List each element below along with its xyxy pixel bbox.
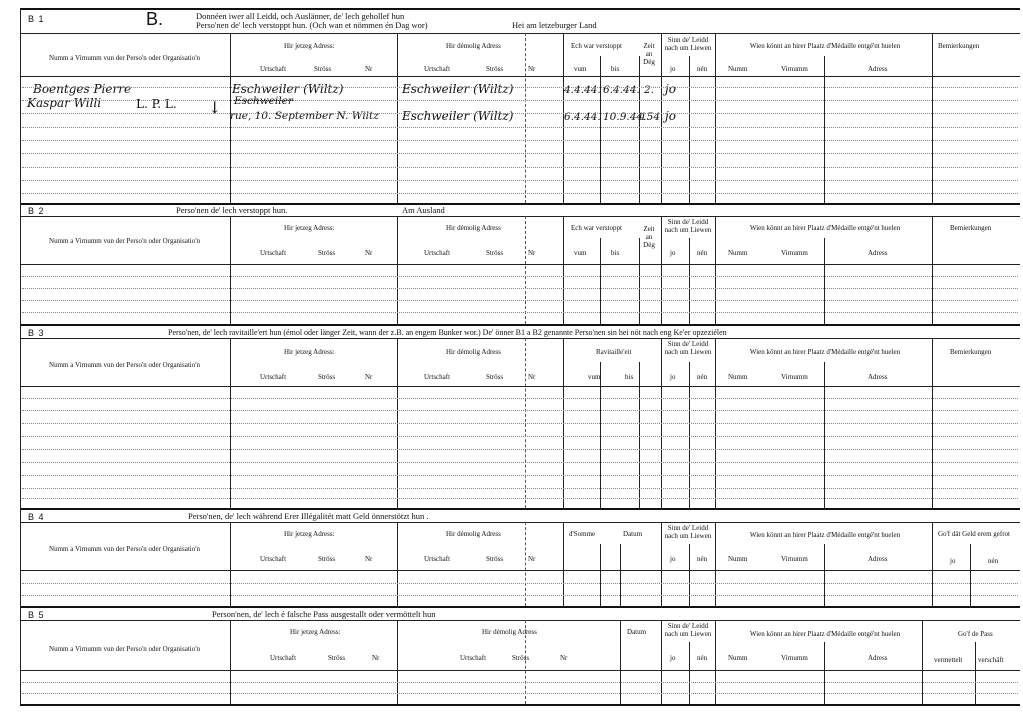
row-rule [22,410,1018,411]
b3-m-first: Virnumm [781,373,808,381]
b5-locality: Urtschaft [270,654,297,662]
b4-street: Ströss [318,555,336,563]
b3-former-street: Ströss [486,373,504,381]
b2-street: Ströss [318,249,336,257]
column-rule [715,216,716,324]
b5-former-nr: Nr [560,654,568,662]
b4-jo: jo [670,555,676,563]
b4-datum: Datum [623,530,643,538]
b4-title: Perso'nen, de' lech während Erer Illégalitét matt Geld önnerstötzt hun . [188,511,429,521]
b3-ravitailleiert: Ravitaille'eit [596,348,632,356]
b1-row2-name: Kaspar Willi [27,96,102,110]
row-rule [22,100,1018,101]
subcolumn-rule [639,362,640,508]
column-rule [715,33,716,203]
b4-former-nr: Nr [528,555,536,563]
b3-street: Ströss [318,373,336,381]
b1-row1-from: 4.4.44. [564,84,601,96]
b1-row2-from: 6.4.44. [564,111,601,123]
b4-header-bottom [20,570,1020,571]
b1-to: bis [611,65,620,73]
column-rule [563,522,564,606]
b2-time-header: Zeit an Dég [643,225,655,249]
b3-label: B 3 [28,328,45,338]
b1-current-addr-header: Hir jetzeg Adress: [284,42,335,50]
row-rule [22,87,1018,88]
b2-name-header: Numm a Virnumm vun der Perso'n oder Organisatio'n [49,237,200,245]
dashed-column-rule [525,620,526,704]
b5-m-name: Numm [728,654,748,662]
b5-bottom-rule [20,704,1020,706]
b1-title-line1: Donnéen iwer all Leidd, och Auslänner, de' lech gehollef hun [196,11,405,21]
b1-label: B 1 [28,14,45,24]
row-rule [22,140,1018,141]
b3-former-locality: Urtschaft [424,373,451,381]
column-rule [661,216,662,324]
b4-m-name: Numm [728,555,748,563]
column-rule [397,522,398,606]
row-rule [22,312,1018,313]
b1-medal-header: Wien könnt an hirer Plaatz d'Médaille entgé'nt huelen [749,42,901,50]
b3-header-bottom [20,386,1020,387]
column-rule [397,216,398,324]
b5-gof-header: Go'f de Pass [958,630,993,638]
row-rule [22,449,1018,450]
row-rule [22,127,1018,128]
b4-m-first: Virnumm [781,555,808,563]
b3-bottom-rule [20,508,1020,510]
subcolumn-rule [975,642,976,704]
b3-former-nr: Nr [528,373,536,381]
b2-nr: Nr [365,249,373,257]
b1-former-addr-header: Hir démolig Adress [446,42,501,50]
b3-locality: Urtschaft [260,373,287,381]
b1-name-header: Numm a Virnumm vun der Perso'n oder Organisatio'n [49,54,200,62]
column-rule [932,216,933,324]
subcolumn-rule [824,544,825,606]
row-rule [22,488,1018,489]
b4-former-street: Ströss [486,555,504,563]
b3-current-addr-header: Hir jetzeg Adress: [284,348,335,356]
subcolumn-rule [600,544,601,606]
b5-former-addr-header: Hir démolig Adress [482,628,537,636]
b5-vermettelt: vermettelt [934,656,963,664]
b3-m-name: Numm [728,373,748,381]
row-rule [22,288,1018,289]
b2-former-addr-header: Hir démolig Adress [446,224,501,232]
row-rule [22,682,1018,683]
b3-nr: Nr [365,373,373,381]
b3-m-addr: Adress [868,373,888,381]
b2-current-addr-header: Hir jetzeg Adress: [284,224,335,232]
b4-gof-jo: jo [950,557,956,565]
b3-header-top [20,338,1020,339]
b1-time-header: Zeit an Dég [643,42,655,66]
column-rule [661,620,662,704]
b4-somme: d'Somme [569,530,596,538]
b1-top-rule [20,8,1020,10]
b5-m-first: Virnumm [781,654,808,662]
column-rule [230,620,231,704]
b2-to: bis [611,249,620,257]
subcolumn-rule [689,642,690,704]
b2-from: vum [574,249,587,257]
b2-former-locality: Urtschaft [424,249,451,257]
b4-medal-header: Wien könnt an hirer Plaatz d'Médaille entgé'nt huelen [749,531,901,539]
subcolumn-rule [689,544,690,606]
column-rule [932,522,933,606]
b5-title: Person'nen, de' lech é falsche Pass ausgestallt oder vermöttelt hun [212,609,436,619]
b4-former-addr-header: Hir démolig Adress [446,530,501,538]
subcolumn-rule [620,544,621,606]
b1-from: vum [574,65,587,73]
b1-header-bottom [20,76,1020,77]
b4-gof-nen: nén [988,557,999,565]
row-rule [22,193,1018,194]
row-rule [22,595,1018,596]
b1-sinn-header: Sinn de' Leidd nach um Liewen [664,36,712,52]
b4-current-addr-header: Hir jetzeg Adress: [284,530,335,538]
b1-arrow: ↓ [208,98,222,117]
row-rule [22,583,1018,584]
b2-hidden-header: Ech war verstoppt [571,224,622,232]
b1-nen: nén [697,65,708,73]
b2-locality: Urtschaft [260,249,287,257]
row-rule [22,276,1018,277]
b1-hidden-header: Ech war verstoppt [571,42,622,50]
b5-label: B 5 [28,610,45,620]
b2-nen: nén [697,249,708,257]
column-rule [563,216,564,324]
b1-title-line3: Hei am letzeburger Land [512,20,597,30]
b1-locality: Urtschaft [260,65,287,73]
b3-to: bis [625,373,634,381]
b4-sinn-header: Sinn de' Leidd nach um Liewen [664,524,712,540]
b4-nr: Nr [365,555,373,563]
b4-locality: Urtschaft [260,555,287,563]
b5-medal-header: Wien könnt an hirer Plaatz d'Médaille entgé'nt huelen [749,630,901,638]
b1-former-nr: Nr [528,65,536,73]
b3-title: Perso'nen, de' lech ravitaille'ert hun (émol oder länger Zeit, wann der z.B. an engem Bunker wor.) De' önner B1 a B2 genannte Perso'nen sin hei nöt nach eng Ke'er opzeziélen [168,328,727,337]
form-left-edge [20,8,21,705]
b2-sinn-header: Sinn de' Leidd nach um Liewen [664,218,712,234]
b2-remarks-header: Bemierkungen [950,224,992,232]
row-rule [22,167,1018,168]
b5-sinn-header: Sinn de' Leidd nach um Liewen [664,622,712,638]
form-letter: B. [146,9,164,29]
b5-street: Ströss [328,654,346,662]
column-rule [620,620,621,704]
b1-row1-current: Eschweiler (Wiltz) [232,82,344,96]
b2-header-top [20,216,1020,217]
b1-m-first: Virnumm [781,65,808,73]
column-rule [563,33,564,203]
dashed-column-rule [525,216,526,324]
b1-row2-current: rue, 10. September N. Wiltz [230,110,379,122]
b5-m-addr: Adress [868,654,888,662]
b4-label: B 4 [28,512,45,522]
subcolumn-rule [824,362,825,508]
subcolumn-rule [689,362,690,508]
b3-sinn-header: Sinn de' Leidd nach um Liewen [664,340,712,356]
b1-row1-jo: jo [665,82,676,96]
b3-remarks-header: Bemierkungen [950,348,992,356]
b4-header-top [20,522,1020,523]
b1-row2-days: 154. [640,111,664,123]
column-rule [230,522,231,606]
b1-nr: Nr [365,65,373,73]
b2-m-first: Virnumm [781,249,808,257]
b2-former-street: Ströss [486,249,504,257]
column-rule [715,522,716,606]
b4-m-addr: Adress [868,555,888,563]
b2-label: B 2 [28,206,45,216]
row-rule [22,300,1018,301]
subcolumn-rule [824,642,825,704]
b1-header-top [20,33,1020,34]
dashed-column-rule [525,522,526,606]
b3-medal-header: Wien könnt an hirer Plaatz d'Médaille entgé'nt huelen [749,348,901,356]
column-rule [661,33,662,203]
b1-row2-former: Eschweiler (Wiltz) [402,109,514,123]
b5-verschafft: verschäft [978,656,1004,664]
b1-row1-to: 6.4.44. [603,84,640,96]
b5-former-street: Ströss [512,654,530,662]
b1-jo: jo [670,65,676,73]
b2-medal-header: Wien könnt an hirer Plaatz d'Médaille entgé'nt huelen [749,224,901,232]
b5-former-locality: Urtschaft [460,654,487,662]
b5-header-top [20,620,1020,621]
b5-name-header: Numm a Virnumm vun der Perso'n oder Organisatio'n [49,645,200,653]
b4-gof-header: Go'f dät Geld erem gefrot [937,530,1010,538]
b1-street: Ströss [314,65,332,73]
b5-current-addr-header: Hir jetzeg Adress: [290,628,341,636]
b2-m-addr: Adress [868,249,888,257]
b2-jo: jo [670,249,676,257]
b1-bottom-rule [20,203,1020,205]
b2-header-bottom [20,264,1020,265]
row-rule [22,153,1018,154]
b1-row2-to: 10.9.44. [603,111,647,123]
column-rule [922,620,923,704]
row-rule [22,180,1018,181]
column-rule [715,620,716,704]
b4-nen: nén [697,555,708,563]
b1-m-addr: Adress [868,65,888,73]
subcolumn-rule [600,362,601,508]
b4-bottom-rule [20,606,1020,608]
row-rule [22,423,1018,424]
b3-name-header: Numm a Virnumm vun der Perso'n oder Organisatio'n [49,361,200,369]
b1-title-line2: Perso'nen de' lech verstoppt hun. (Och wan et nömmen én Dag wor) [196,20,428,30]
b1-remarks-header: Bemierkungen [938,42,980,50]
row-rule [22,113,1018,114]
b1-m-name: Numm [728,65,748,73]
b4-former-locality: Urtschaft [424,555,451,563]
row-rule [22,436,1018,437]
column-rule [397,33,398,203]
b1-row1-name: Boentges Pierre [33,82,132,96]
column-rule [397,620,398,704]
b3-from: vum [588,373,601,381]
b5-jo: jo [670,654,676,662]
b4-name-header: Numm a Virnumm vun der Perso'n oder Organisatio'n [49,545,200,553]
row-rule [22,475,1018,476]
column-rule [661,522,662,606]
b1-row2-jo: jo [665,109,676,123]
b3-jo: jo [670,373,676,381]
b1-row1-current-struck: Eschweiler [234,95,293,107]
b2-former-nr: Nr [528,249,536,257]
b3-former-addr-header: Hir démolig Adress [446,348,501,356]
column-rule [230,33,231,203]
b5-nen: nén [697,654,708,662]
column-rule [230,216,231,324]
row-rule [22,498,1018,499]
b3-nen: nén [697,373,708,381]
b5-datum: Datum [627,628,647,636]
column-rule [932,33,933,203]
row-rule [22,693,1018,694]
b2-title-2: Am Ausland [402,205,445,215]
subcolumn-rule [970,544,971,606]
b2-bottom-rule [20,324,1020,326]
b2-m-name: Numm [728,249,748,257]
b5-header-bottom [20,670,1020,671]
b5-nr: Nr [372,654,380,662]
b1-former-street: Ströss [486,65,504,73]
row-rule [22,462,1018,463]
b1-row1-days: 2. [644,84,655,96]
dashed-column-rule [525,33,526,203]
b1-row1-former: Eschweiler (Wiltz) [402,82,514,96]
b1-lpl: L. P. L. [136,97,177,111]
row-rule [22,398,1018,399]
b2-title: Perso'nen de' lech verstoppt hun. [176,205,288,215]
b1-former-locality: Urtschaft [424,65,451,73]
